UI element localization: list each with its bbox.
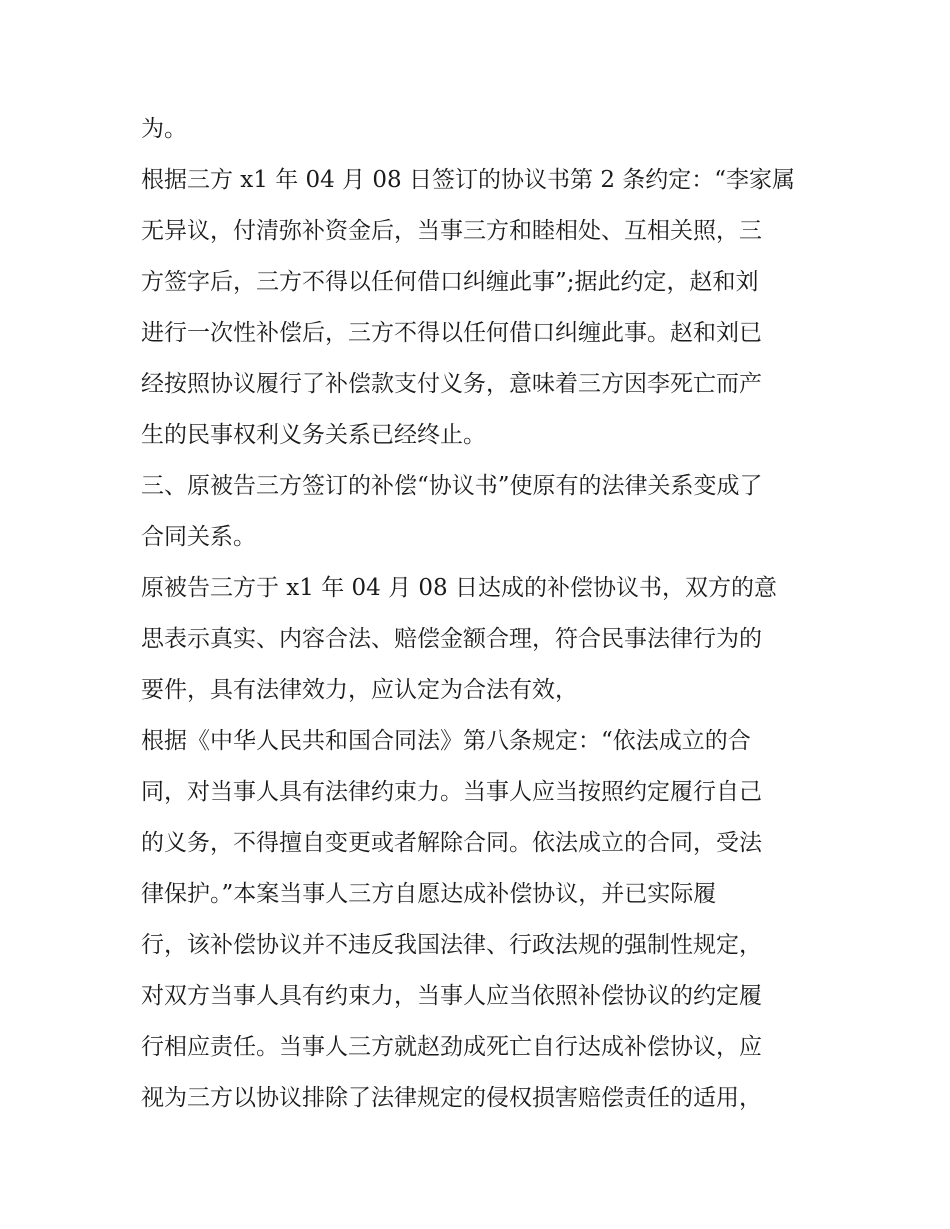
text-line: 对双方当事人具有约束力，当事人应当依照补偿协议的约定履 bbox=[141, 983, 762, 1009]
text-line: 为。 bbox=[141, 116, 187, 142]
text-line: 根据《中华人民共和国合同法》第八条规定：“依法成立的合 bbox=[141, 728, 751, 754]
section-heading-line: 合同关系。 bbox=[141, 524, 256, 550]
text-line: 行相应责任。当事人三方就赵劲成死亡自行达成补偿协议，应 bbox=[141, 1034, 762, 1060]
text-line: 行，该补偿协议并不违反我国法律、行政法规的强制性规定， bbox=[141, 932, 762, 958]
text-line: 原被告三方于 x1 年 04 月 08 日达成的补偿协议书，双方的意 bbox=[141, 575, 778, 601]
text-line: 经按照协议履行了补偿款支付义务，意味着三方因李死亡而产 bbox=[141, 371, 762, 397]
text-line: 同，对当事人具有法律约束力。当事人应当按照约定履行自己 bbox=[141, 779, 762, 805]
text-line: 的义务，不得擅自变更或者解除合同。依法成立的合同，受法 bbox=[141, 830, 762, 856]
text-line: 生的民事权利义务关系已经终止。 bbox=[141, 422, 486, 448]
text-line: 要件，具有法律效力，应认定为合法有效， bbox=[141, 677, 578, 703]
text-line: 进行一次性补偿后，三方不得以任何借口纠缠此事。赵和刘已 bbox=[141, 320, 762, 346]
text-line: 无异议，付清弥补资金后，当事三方和睦相处、互相关照，三 bbox=[141, 218, 762, 244]
document-body bbox=[141, 104, 821, 1124]
text-line: 方签字后，三方不得以任何借口纠缠此事”;据此约定，赵和刘 bbox=[141, 269, 759, 295]
text-line: 视为三方以协议排除了法律规定的侵权损害赔偿责任的适用， bbox=[141, 1085, 762, 1111]
text-line: 思表示真实、内容合法、赔偿金额合理，符合民事法律行为的 bbox=[141, 626, 762, 652]
text-line: 根据三方 x1 年 04 月 08 日签订的协议书第 2 条约定：“李家属 bbox=[141, 167, 796, 193]
section-heading-line: 三、原被告三方签订的补偿“协议书”使原有的法律关系变成了 bbox=[141, 473, 763, 499]
text-line: 律保护。”本案当事人三方自愿达成补偿协议，并已实际履 bbox=[141, 881, 717, 907]
